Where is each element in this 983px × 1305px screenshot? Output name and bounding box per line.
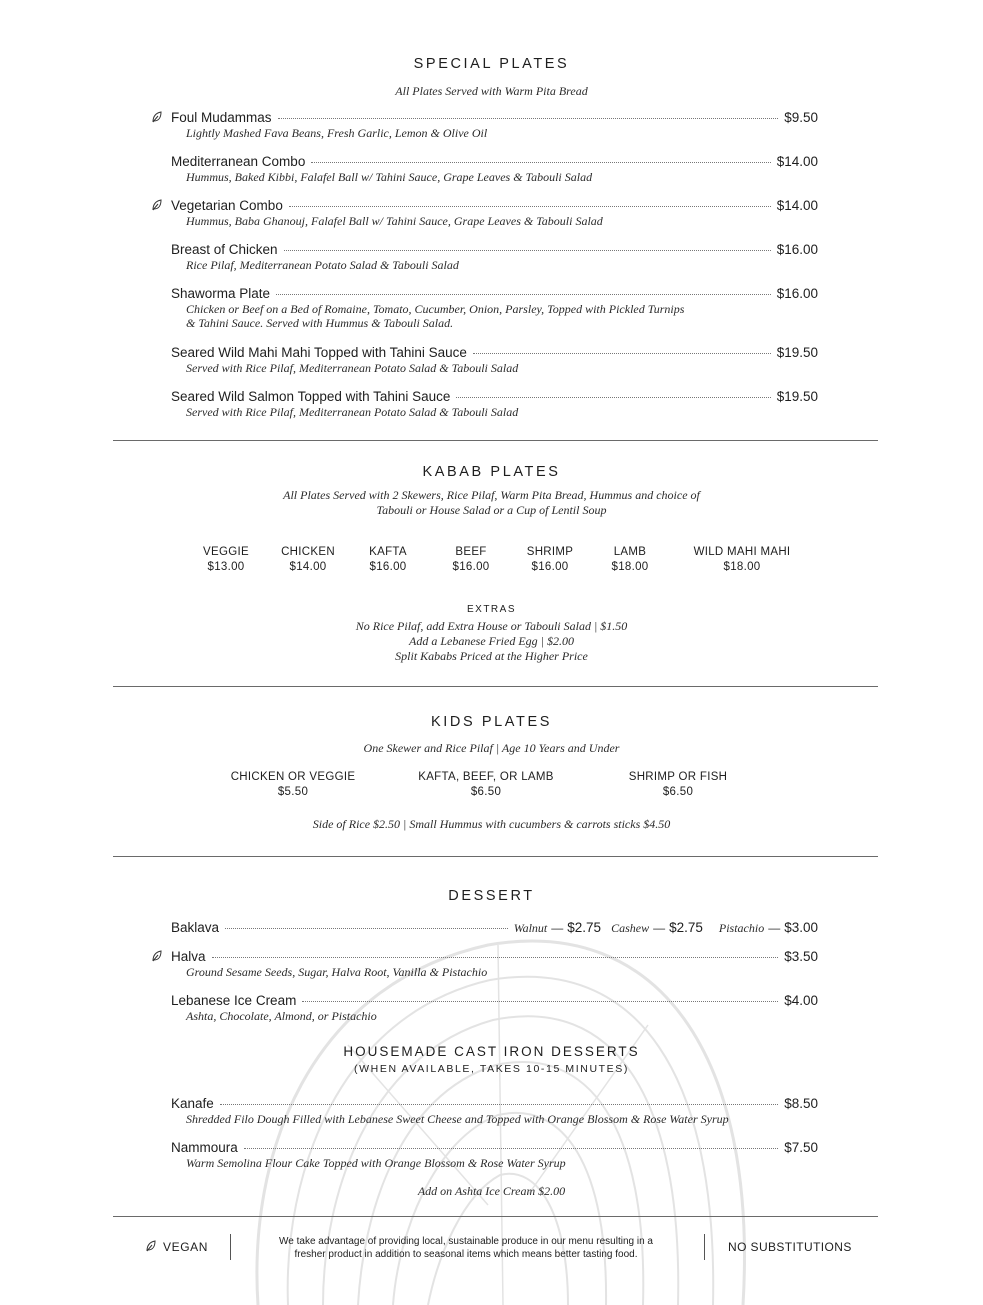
item-name: Vegetarian Combo: [171, 198, 283, 213]
dot-leader: [225, 928, 508, 929]
option-price: $13.00: [207, 561, 245, 573]
menu-item-halva: [171, 949, 818, 979]
item-price: $14.00: [776, 154, 818, 169]
item-description-line2: & Tahini Sauce. Served with Hummus & Tabouli Salad.: [186, 316, 454, 330]
item-price: $14.00: [776, 198, 818, 213]
extras-line: No Rice Pilaf, add Extra House or Tabouli Salad | $1.50: [355, 619, 628, 633]
kids-plates-title: KIDS PLATES: [430, 714, 552, 730]
item-name: Nammoura: [171, 1140, 238, 1155]
item-price: $19.50: [776, 345, 818, 360]
menu-item-seared-salmon: [171, 389, 818, 419]
option-name: KAFTA: [369, 546, 407, 558]
kabab-subtitle-line2: Tabouli or House Salad or a Cup of Lentil Soup: [376, 503, 607, 517]
extras-title: EXTRAS: [466, 604, 516, 615]
option-price: $16.00: [531, 561, 569, 573]
option-price: $6.50: [662, 786, 694, 798]
option-price: $16.00: [452, 561, 490, 573]
menu-item-breast-of-chicken: [171, 242, 818, 272]
item-description: Lightly Mashed Fava Beans, Fresh Garlic, Lemon & Olive Oil: [186, 126, 488, 140]
dot-leader: [212, 957, 779, 958]
option-name: SHRIMP OR FISH: [628, 771, 728, 783]
vegan-legend-label: VEGAN: [163, 1240, 209, 1254]
kabab-option-chicken: [268, 545, 348, 575]
item-name: Lebanese Ice Cream: [171, 993, 297, 1008]
item-price: $3.50: [784, 949, 818, 964]
item-description: Chicken or Beef on a Bed of Romaine, Tomato, Cucumber, Onion, Parsley, Topped with Pickled Turnips: [186, 302, 685, 316]
item-description: Rice Pilaf, Mediterranean Potato Salad & Tabouli Salad: [186, 258, 459, 272]
kabab-option-shrimp: [510, 545, 590, 575]
item-name: Mediterranean Combo: [171, 154, 306, 169]
no-substitutions-note: NO SUBSTITUTIONS: [728, 1240, 852, 1254]
kabab-option-lamb: [590, 545, 670, 575]
dot-leader: [278, 118, 779, 119]
option-name: CHICKEN: [281, 546, 335, 558]
kabab-option-kafta: [348, 545, 428, 575]
item-price: $16.00: [776, 242, 818, 257]
kids-option-chicken-or-veggie: [213, 770, 373, 800]
leaf-icon: [151, 950, 163, 962]
section-divider: [113, 856, 878, 857]
special-plates-subtitle: All Plates Served with Warm Pita Bread: [395, 84, 588, 98]
item-description: Warm Semolina Flour Cake Topped with Orange Blossom & Rose Water Syrup: [186, 1156, 566, 1170]
item-name: Halva: [171, 949, 206, 964]
kids-sides: Side of Rice $2.50 | Small Hummus with cucumbers & carrots sticks $4.50: [312, 817, 671, 831]
section-divider: [113, 686, 878, 687]
special-plates-title: SPECIAL PLATES: [413, 56, 570, 72]
item-description: Hummus, Baba Ghanouj, Falafel Ball w/ Tahini Sauce, Grape Leaves & Tabouli Salad: [186, 214, 603, 228]
footer-divider: [704, 1234, 705, 1260]
baklava-option-pistachio: Pistachio — $3.00: [718, 920, 818, 935]
item-name: Kanafe: [171, 1096, 214, 1111]
item-description: Ground Sesame Seeds, Sugar, Halva Root, Vanilla & Pistachio: [186, 965, 488, 979]
option-name: SHRIMP: [526, 546, 574, 558]
kids-option-kafta-beef-lamb: [401, 770, 571, 800]
dot-leader: [302, 1001, 778, 1002]
menu-item-vegetarian-combo: [171, 198, 818, 228]
option-price: $14.00: [289, 561, 327, 573]
item-price: $16.00: [776, 286, 818, 301]
dot-leader: [284, 250, 771, 251]
baklava-option-walnut: Walnut — $2.75: [513, 920, 602, 935]
item-description: Served with Rice Pilaf, Mediterranean Potato Salad & Tabouli Salad: [186, 405, 519, 419]
baklava-option-cashew: Cashew — $2.75: [611, 920, 703, 935]
item-price: $8.50: [784, 1096, 818, 1111]
menu-item-seared-mahi-mahi: [171, 345, 818, 375]
ice-cream-addon: Add on Ashta Ice Cream $2.00: [417, 1184, 566, 1198]
option-name: VEGGIE: [203, 546, 249, 558]
menu-item-lebanese-ice-cream: [171, 993, 818, 1023]
footer-note-line: fresher product in addition to seasonal items which means better tasting food.: [294, 1249, 638, 1260]
footer-note-line: We take advantage of providing local, sustainable produce in our menu resulting in a: [279, 1236, 653, 1247]
kabab-option-beef: [431, 545, 511, 575]
leaf-icon: [145, 1240, 157, 1252]
option-price: $6.50: [470, 786, 502, 798]
option-name: LAMB: [613, 546, 647, 558]
item-name: Breast of Chicken: [171, 242, 278, 257]
dot-leader: [456, 397, 770, 398]
item-description: Ashta, Chocolate, Almond, or Pistachio: [186, 1009, 377, 1023]
item-price: $4.00: [784, 993, 818, 1008]
item-price: $7.50: [784, 1140, 818, 1155]
item-name: Shaworma Plate: [171, 286, 271, 301]
kabab-subtitle-line1: All Plates Served with 2 Skewers, Rice Pilaf, Warm Pita Bread, Hummus and choice of: [283, 488, 700, 502]
option-name: CHICKEN OR VEGGIE: [230, 771, 356, 783]
item-name: Baklava: [171, 920, 220, 935]
item-description: Served with Rice Pilaf, Mediterranean Potato Salad & Tabouli Salad: [186, 361, 519, 375]
item-description: Hummus, Baked Kibbi, Falafel Ball w/ Tahini Sauce, Grape Leaves & Tabouli Salad: [186, 170, 593, 184]
dessert-title: DESSERT: [448, 888, 535, 904]
dot-leader: [276, 294, 771, 295]
dot-leader: [311, 162, 770, 163]
item-description: Shredded Filo Dough Filled with Lebanese Sweet Cheese and Topped with Orange Blossom & Rose Water Syrup: [186, 1112, 729, 1126]
item-price: $9.50: [784, 110, 818, 125]
menu-item-kanafe: [171, 1096, 818, 1126]
menu-item-mediterranean-combo: [171, 154, 818, 184]
option-price: $18.00: [611, 561, 649, 573]
menu-item-baklava: [171, 920, 818, 936]
footer-divider: [230, 1234, 231, 1260]
kids-option-shrimp-or-fish: [603, 770, 753, 800]
leaf-icon: [151, 199, 163, 211]
item-price: $19.50: [776, 389, 818, 404]
kabab-option-veggie: [186, 545, 266, 575]
dot-leader: [244, 1148, 778, 1149]
menu-item-foul-mudammas: [171, 110, 818, 140]
section-divider: [113, 1216, 878, 1217]
extras-line: Add a Lebanese Fried Egg | $2.00: [409, 634, 574, 648]
footer-sustainability-note: [250, 1235, 682, 1261]
dot-leader: [220, 1104, 778, 1105]
cast-iron-desserts-title: HOUSEMADE CAST IRON DESSERTS: [343, 1044, 640, 1059]
option-name: KAFTA, BEEF, OR LAMB: [418, 771, 554, 783]
menu-item-shaworma-plate: [171, 286, 818, 330]
option-price: $18.00: [723, 561, 761, 573]
dot-leader: [289, 206, 771, 207]
section-divider: [113, 440, 878, 441]
item-name: Seared Wild Salmon Topped with Tahini Sauce: [171, 389, 451, 404]
extras-line: Split Kababs Priced at the Higher Price: [395, 649, 588, 663]
option-name: BEEF: [455, 546, 487, 558]
item-name: Foul Mudammas: [171, 110, 272, 125]
option-name: WILD MAHI MAHI: [693, 546, 791, 558]
kids-subtitle: One Skewer and Rice Pilaf | Age 10 Years and Under: [363, 741, 620, 755]
dot-leader: [473, 353, 771, 354]
cast-iron-desserts-note: (WHEN AVAILABLE, TAKES 10-15 MINUTES): [354, 1063, 629, 1075]
kabab-option-wild-mahi-mahi: [682, 545, 802, 575]
item-name: Seared Wild Mahi Mahi Topped with Tahini Sauce: [171, 345, 467, 360]
option-price: $16.00: [369, 561, 407, 573]
option-price: $5.50: [277, 786, 309, 798]
menu-item-nammoura: [171, 1140, 818, 1170]
leaf-icon: [151, 111, 163, 123]
kabab-plates-title: KABAB PLATES: [422, 464, 561, 480]
